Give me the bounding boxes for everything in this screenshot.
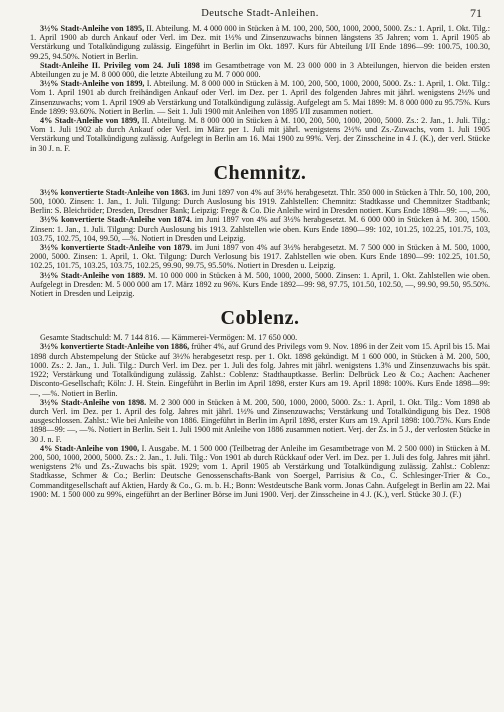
- bond-text: im Juni 1897 von 4% auf 3½% herabgesetzt. M. 7 500 000 in Stücken à M. 500, 1000, 2000, 5000. Zinsen: 1. April, 1. Okt. Tilgung: Durch Verlosung bis 1917. Zahlstellen wie oben. Kurs Ende 1890—99: 102.25, 101.50, 102.25, 101.75, 103.25, 103.75, 102.25, 99.90, 99.75, 95.50%. Notiert in Dresden u. Leipzig.: [30, 243, 490, 271]
- bond-text: im Juni 1897 von 4% auf 3½% herabgesetzt. M. 6 000 000 in Stücken à M. 300, 1500. Zinsen: 1. Jan., 1. Juli. Tilgung: Durch Auslosung bis 1913. Zahlstellen wie oben. Kurs Ende 1890—99: 102, 101.25, 102.25, 101.75, 103, 103.75, 102.75, 104, 99.50, —%. Notiert in Dresden und Leipzig.: [30, 215, 490, 243]
- bond-text: M. 10 000 000 in Stücken à M. 500, 1000, 2000, 5000. Zinsen: 1. April, 1. Okt. Zahlstellen wie oben. Aufgelegt in Dresden: M. 5 000 000 am 17. März 1892 zu 96%. Kurs Ende 1892—99: 98, 97.75, 101.50, 102.50, —, 99.90, 99.50, 95.50%. Notiert in Dresden und Leipzig.: [30, 270, 490, 299]
- city-heading-chemnitz: Chemnitz.: [213, 161, 307, 184]
- bond-text: I. Ausgabe. M. 1 500 000 (Teilbetrag der Anleihe im Gesamtbetrage von M. 2 500 000) in Stücken à M. 200, 500, 1000, 2000, 5000. Zs.: 2. Jan., 1. Juli. Tilg.: Von 1901 ab durch Rückkauf oder Verl. im Dez. per 1. Juli des folg. Jahres mit jährl. wenigstens 2% und Zs.-Zuwachs bis spät. 1929; vom 1. April 1905 ab Verstärkung und Totalkündigung zulässig. Zahlst.: Coblenz: Stadtkasse, Schmer & Co.; Berlin: Deutsche Genossenschafts-Bank von Soergel, Parrisius & Co., C. Schlesinger-Trier & Co., Commanditgesellschaft auf Aktien, Hardy & Co., G. m. b. H.; Bonn: Westdeutsche Bank vorm. Jonas Cahn. Aufgelegt in Berlin am 22. Mai 1900: M. 1 500 000 zu 99%, eingeführt an der Berliner Börse im Juni 1900. Verj. der Zinsscheine in 4 J. (K.), verl. Stücke 30 J. (F.): [30, 443, 490, 499]
- bond-text: im Juni 1897 von 4% auf 3½% herabgesetzt. Thlr. 350 000 in Stücken à Thlr. 50, 100, 200, 500, 1000. Zinsen: 1. Jan., 1. Juli. Tilgung: Durch Auslosung bis 1919. Zahlstellen: Chemnitz: Stadtkasse und Chemnitzer Stadtbank; Berlin: S. Bleichröder; Dresden, Dresdner Bank; Leipzig: Frege & Co. Die Anleihe wird in Dresden notiert. Kurs Ende 1898—99: —, —%.: [30, 187, 491, 216]
- bond-entry: [30, 116, 490, 153]
- bond-title: 3½% konvertierte Stadt-Anleihe von 1863.: [40, 187, 190, 197]
- bond-title: 3½% konvertierte Stadt-Anleihe von 1879.: [40, 243, 192, 253]
- bond-title: 4% Stadt-Anleihe von 1900,: [40, 443, 140, 453]
- bond-entry: [30, 61, 490, 79]
- page-header: [30, 4, 490, 24]
- bond-text: II. Abteilung. M. 8 000 000 in Stücken à M. 100, 200, 500, 1000, 2000, 5000. Zs.: 2. Jan., 1. Juli. Tilg.: Vom 1. Juli 1902 ab durch Ankauf oder Verl. im März per 1. Juli mit jährl. wenigstens 2½% und Zs.-Zuwachs, vom 1. Juli 1905 Verstärkung und Totalkündigung zulässig. Aufgelegt in Berlin am 16. Mai 1900 zu 99%. Verj. der Zinsscheine in 4 J. (K.), der verl. Stücke in 30 J. n. F.: [30, 116, 490, 153]
- section-chemnitz: [30, 162, 490, 298]
- bond-title: Stadt-Anleihe II. Privileg vom 24. Juli 1898: [40, 60, 200, 70]
- bond-title: 3½% Stadt-Anleihe von 1899,: [40, 79, 145, 89]
- bond-entry: [30, 188, 490, 216]
- bond-entry: [30, 243, 490, 271]
- bond-title: 3½% Stadt-Anleihe von 1889.: [40, 270, 146, 280]
- page-number: 71: [470, 6, 482, 20]
- bond-entry: [30, 79, 490, 116]
- section-berlin-continued: [30, 24, 490, 153]
- city-heading-coblenz: Coblenz.: [220, 307, 300, 330]
- city-debt-summary: Gesamte Stadtschuld: M. 7 144 816. — Kämmerei-Vermögen: M. 17 650 000.: [40, 333, 298, 343]
- bond-text: M. 2 300 000 in Stücken à M. 200, 500, 1000, 2000, 5000. Zs.: 1. April, 1. Okt. Tilg.: Vom 1898 ab durch Verl. im Dez. per 1. April des folg. Jahres mit jährl. 1½% und Zinsenzuwachs; Verstärkung und Totalkündigung bis Dez. 1908 ausgeschlossen. Zahlst.: Wie bei Anleihe von 1886. Eingeführt in Berlin im April 1898, erster Kurs am 19. April 1898: 100.75%. Kurs Ende 1898—99: —, —%. Notiert in Berlin. Seit 1. Juli 1900 mit Anleihe von 1886 zusammen notiert. Verj. der Zs. in 5 J., der verlosten Stücke in 30 J. n. F.: [30, 397, 490, 444]
- bond-entry: [30, 444, 490, 499]
- bond-title: 3½% konvertierte Stadt-Anleihe von 1886,: [40, 342, 190, 352]
- bond-entry: [30, 342, 490, 397]
- bond-entry: [30, 398, 490, 444]
- bond-text: im Gesamtbetrage von M. 23 000 000 in 3 Abteilungen, hiervon die beiden ersten Abteilungen zu je M. 8 000 000, die letzte Abteilung zu M. 7 000 000.: [30, 60, 490, 80]
- section-coblenz: [30, 307, 490, 499]
- running-head: Deutsche Stadt-Anleihen.: [201, 8, 319, 19]
- bond-entry: [30, 215, 490, 243]
- bond-entry: [30, 24, 490, 61]
- bond-title: 3½% Stadt-Anleihe von 1895,: [40, 24, 145, 33]
- bond-title: 3½% Stadt-Anleihe von 1898.: [40, 397, 147, 407]
- bond-text: I. Abteilung. M. 8 000 000 in Stücken à M. 100, 200, 500, 1000, 2000, 5000. Zs.: 1. April, 1. Okt. Tilg.: Vom 1. April 1901 ab durch freihändigen Ankauf oder Verl. im Dez. per 1. April des folgenden Jahres mit jährl. wenigstens 2½% und Zinsenzuwachs; vom 1. April 1909 ab Verstärkung und Totalkündigung zulässig. Aufgelegt am 5. Mai 1899: M. 8 000 000 zu 95.75%. Kurs Ende 1899: 93.60%. Notiert in Berlin. — Seit 1. Juli 1900 mit Anleihen von 1895 I/II zusammen notiert.: [30, 79, 490, 116]
- bond-entry: [30, 271, 490, 299]
- bond-text: früher 4%, auf Grund des Privilegs vom 9. Nov. 1896 in der Zeit vom 15. April bis 15. Mai 1898 durch Abstempelung der Stücke auf 3½% herabgesetzt resp. per 1. Okt. 1898 gekündigt. M 1 600 000, in Stücken à M. 200, 500, 1000. Zs.: 2. Jan., 1. Juli. Tilg.: Durch Verl. im Dez. per 1. Juli des folg. Jahres mit jährl. wenigstens 1.3% und Zinsenzuwachs bis spät. 1922; Verstärkung und Totalkündigung zulässig. Zahlst.: Coblenz: Stadthauptkasse. Berlin: Delbrück Leo & Co.; Aachen: Aachener Disconto-Gesellschaft; Köln: J. H. Stein. Eingeführt in Berlin im April 1898, erster Kurs am 19. April 1898: 100%. Kurs Ende 1898—99: —, —%. Notiert in Berlin.: [30, 342, 490, 398]
- bond-title: 4% Stadt-Anleihe von 1899,: [40, 116, 140, 126]
- bond-text: II. Abteilung. M. 4 000 000 in Stücken à M. 100, 200, 500, 1000, 2000, 5000. Zs.: 1. April, 1. Okt. Tilg.: 1. April 1900 ab durch Ankauf oder Verl. im Dez. mit 1½% und Zinsenzuwachs binnen längstens 35 Jahren; vom 1. April 1905 ab Verstärkung und Totalkündigung zulässig. Eingeführt in Berlin im Okt. 1897. Kurs für Abteilung I/II Ende 1896—99: 100.75, 100.30, 99.25, 94.50%. Notiert in Berlin.: [30, 24, 490, 61]
- bond-title: 3½% konvertierte Stadt-Anleihe von 1874.: [40, 215, 192, 225]
